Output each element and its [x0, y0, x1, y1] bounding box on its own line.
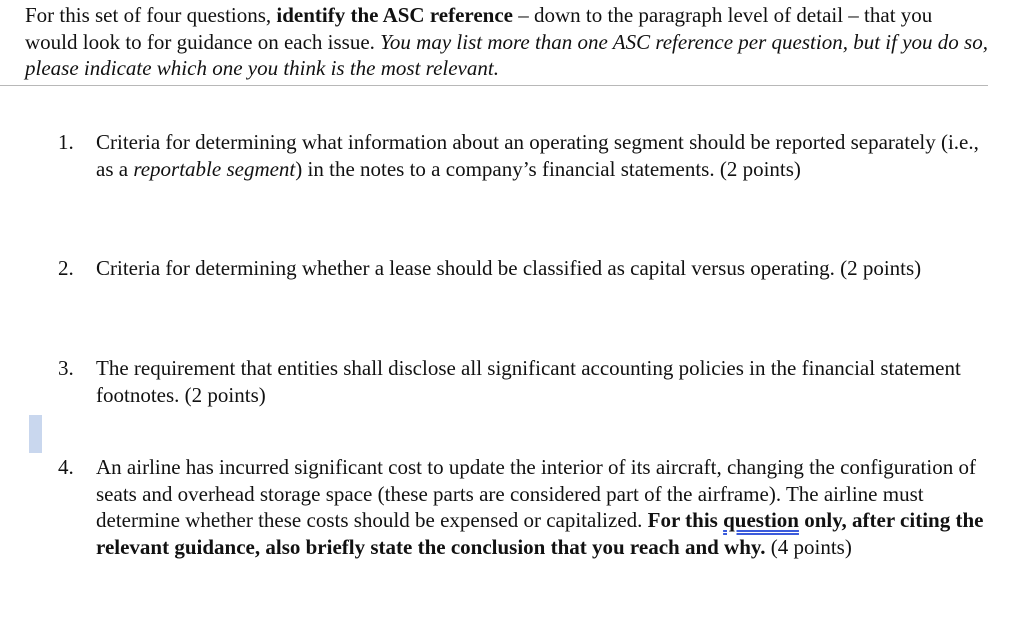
selection-marker [29, 415, 42, 453]
question-text [96, 454, 986, 560]
spellcheck-word[interactable]: question [723, 508, 799, 532]
instructions-block [0, 0, 988, 86]
question-text-part: ) in the notes to a company’s financial statements. (2 points) [295, 156, 801, 181]
question-text: Criteria for determining whether a lease should be classified as capital versus operating. (2 points) [96, 256, 922, 280]
question-number: 1. [58, 130, 74, 154]
bold-part: only, after citing the relevant guidance, also briefly state the conclusion that you reach and why. [96, 508, 984, 559]
instructions-italic-note: You may list more than one ASC reference per question, but if you do so, please indicate which one you think is the most relevant. [25, 29, 988, 80]
bold-part: For this [647, 508, 724, 532]
question-text-part: An airline has incurred significant cost to update the interior of its aircraft, changing the configuration of seats and overhead storage space (these parts are considered part of the airframe). The airline must determine whether these costs should be expensed or capitalized. [96, 455, 976, 532]
question-number: 4. [58, 455, 74, 479]
question-points: (4 points) [765, 534, 852, 559]
question-italic-term: reportable segment [133, 156, 296, 181]
instructions-part2: – down to the paragraph level of detail – that you would look to for guidance on each issue. [25, 3, 933, 54]
question-text [96, 129, 986, 182]
question-number: 3. [58, 356, 74, 380]
question-number: 2. [58, 256, 74, 280]
question-text-part: Criteria for determining what information about an operating segment should be reported separately (i.e., as a [96, 130, 979, 181]
instructions-text [25, 2, 988, 82]
instructions-emphasis: identify the ASC reference [276, 3, 513, 27]
instructions-part1: For this set of four questions, [25, 3, 277, 27]
question-text: The requirement that entities shall disclose all significant accounting policies in the financial statement footnotes. (2 points) [96, 356, 961, 407]
